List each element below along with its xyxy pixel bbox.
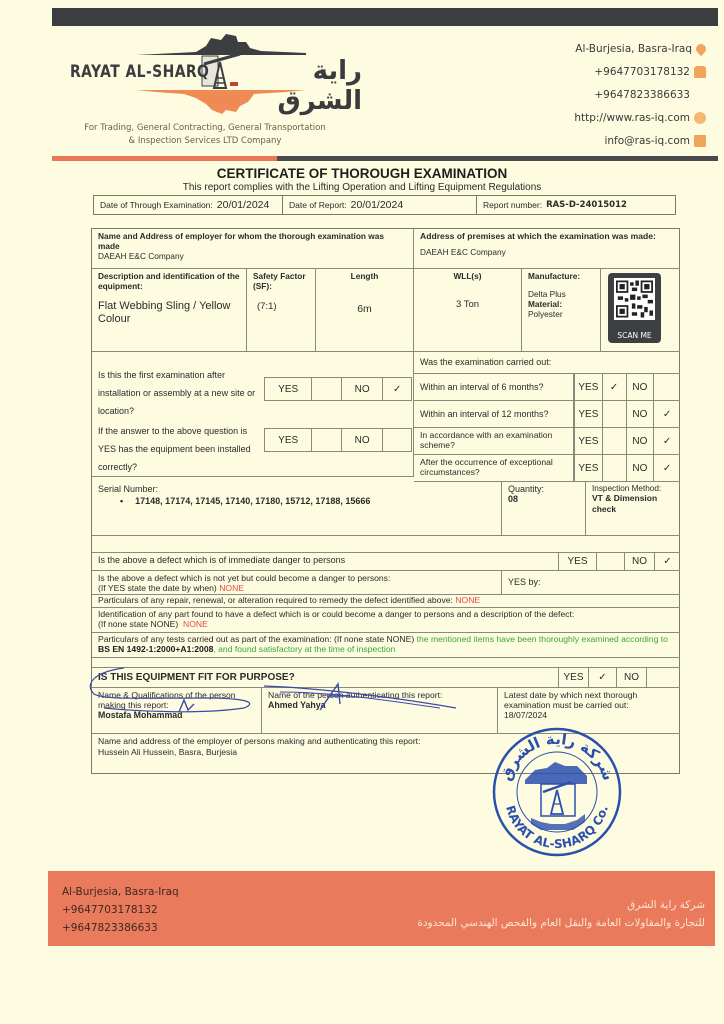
repair-question: Particulars of any repair, renewal, or alteration required to remedy the defect identified above: (98, 595, 453, 605)
manufacture-cell (522, 269, 601, 352)
no-checkbox[interactable]: ✓ (662, 435, 672, 447)
yes-label: YES (559, 668, 589, 687)
svg-text:شركة راية الشرق: شركة راية الشرق (496, 729, 618, 783)
wll-value: 3 Ton (455, 299, 480, 310)
contact-website[interactable] (574, 106, 706, 129)
yes-label: YES (575, 401, 603, 427)
tests-standard: BS EN 1492-1:2000+A1:2008 (98, 644, 214, 654)
manufacture-value: Delta Plus (528, 289, 566, 299)
qr-code[interactable] (608, 273, 661, 343)
phone-text: +9647703178132 (594, 65, 690, 78)
employer-of-persons-label: Name and address of the employer of persons making and authenticating this report: (98, 736, 421, 746)
footer-banner (48, 871, 715, 946)
footer-company-desc-ar: للتجارة والمقاولات العامة والنقل العام والفحص الهندسي المحدودة (417, 917, 705, 929)
website-link[interactable]: http://www.ras-iq.com (574, 111, 690, 124)
yes-checkbox[interactable] (603, 455, 627, 481)
premises-value: DAEAH E&C Company (420, 247, 506, 257)
first-exam-yes-no (264, 377, 412, 401)
next-exam-label: Latest date by which next thorough examination must be carried out: (504, 690, 638, 710)
first-exam-question: Is this the first examination after installation or assembly at a new site or location? (98, 370, 256, 416)
yes-checkbox[interactable] (597, 553, 625, 570)
contact-phone-1 (574, 60, 706, 83)
repair-cell (92, 595, 680, 608)
no-checkbox[interactable] (654, 374, 680, 400)
installation-questions-cell (92, 352, 414, 477)
spacer-row-2 (92, 658, 680, 668)
length-value: 6m (357, 303, 372, 315)
material-value: Polyester (528, 309, 563, 319)
method-label: Inspection Method: (592, 484, 662, 493)
serial-cell (92, 482, 502, 536)
quantity-cell (502, 482, 586, 536)
report-date-value: 20/01/2024 (350, 199, 404, 211)
bullet-icon: • (120, 496, 124, 506)
contact-phone-2 (574, 83, 706, 106)
no-checkbox[interactable]: ✓ (662, 408, 672, 420)
identification-hint: (If none state NONE) (98, 619, 179, 629)
no-label: NO (627, 401, 655, 427)
serial-label: Serial Number: (98, 484, 159, 494)
tests-answer-pre: the mentioned items have been thoroughly examined according to (416, 634, 668, 644)
description-value: Flat Webbing Sling / Yellow Colour (98, 300, 231, 325)
next-exam-value: 18/07/2024 (504, 710, 548, 720)
serial-value: 17148, 17174, 17145, 17140, 17180, 15712, 17188, 15666 (135, 496, 371, 506)
method-cell (586, 482, 680, 536)
no-label: NO (625, 553, 655, 570)
qr-label: SCAN ME (617, 331, 652, 340)
yes-checkbox[interactable] (603, 401, 627, 427)
email-link[interactable]: info@ras-iq.com (604, 134, 690, 147)
material-label: Material: (528, 299, 563, 309)
fit-for-purpose-question: IS THIS EQUIPMENT FIT FOR PURPOSE? (98, 672, 295, 683)
tests-cell (92, 633, 680, 658)
carried-out-heading: Was the examination carried out: (420, 357, 552, 367)
no-checkbox[interactable]: ✓ (663, 556, 672, 567)
company-tagline (50, 122, 360, 148)
interval-6-yes-no (574, 374, 680, 401)
footer-phone-1: +9647703178132 (62, 904, 158, 916)
yes-checkbox[interactable]: ✓ (603, 374, 627, 400)
no-label: NO (342, 429, 383, 451)
dates-row (93, 195, 676, 215)
safety-factor-cell (247, 269, 316, 352)
exceptional-cell (414, 455, 574, 482)
yes-checkbox[interactable]: ✓ (589, 668, 617, 687)
no-checkbox[interactable] (383, 429, 411, 451)
mail-icon (694, 135, 706, 147)
yes-by-label: YES by: (508, 577, 541, 587)
tests-answer-post: , and found satisfactory at the time of inspection (213, 644, 396, 654)
brand-name-en: RAYAT AL-SHARQ (70, 62, 210, 82)
yes-checkbox[interactable] (312, 378, 342, 400)
serial-list (98, 496, 495, 506)
footer-company-ar (417, 896, 705, 932)
exam-scheme-yes-no (574, 428, 680, 455)
footer-phone-2: +9647823386633 (62, 922, 158, 934)
footer-contact (62, 883, 179, 937)
manufacture-label: Manufacture: (528, 271, 581, 281)
employer-cell (92, 229, 414, 269)
premises-label: Address of premises at which the examination was made: (420, 231, 656, 241)
yes-checkbox[interactable] (312, 429, 342, 451)
report-number (477, 196, 675, 214)
employer-label: Name and Address of employer for whom the thorough examination was made (98, 231, 384, 251)
identification-cell (92, 608, 680, 633)
brand-name-ar: راية الشرق (277, 56, 362, 116)
exam-date (94, 196, 283, 214)
phone-icon (694, 66, 706, 78)
wll-label: WLL(s) (453, 271, 482, 281)
exam-date-value: 20/01/2024 (216, 199, 270, 211)
description-cell (92, 269, 247, 352)
header-divider (52, 156, 718, 161)
no-label: NO (627, 374, 655, 400)
yes-label: YES (575, 455, 603, 481)
yes-label: YES (265, 378, 312, 400)
certificate-subtitle: This report complies with the Lifting Operation and Lifting Equipment Regulations (182, 182, 542, 193)
location-pin-icon (694, 41, 708, 55)
yes-label: YES (575, 374, 603, 400)
interval-6-cell (414, 374, 574, 401)
company-logo (62, 30, 362, 120)
report-date (283, 196, 477, 214)
length-label: Length (350, 271, 379, 281)
authenticator-value: Ahmed Yahya (268, 700, 326, 710)
maker-label: Name & Qualifications of the person making this report: (98, 690, 236, 710)
certificate-title: CERTIFICATE OF THOROUGH EXAMINATION (216, 166, 508, 181)
length-cell (316, 269, 414, 352)
exam-scheme-cell (414, 428, 574, 455)
footer-company-name-ar: شركة راية الشرق (627, 899, 705, 911)
no-label: NO (342, 378, 383, 400)
carried-out-heading-cell (414, 352, 680, 374)
method-value: VT & Dimension check (592, 493, 658, 514)
no-label: NO (627, 428, 655, 454)
could-become-question: Is the above a defect which is not yet but could become a danger to persons: (98, 573, 391, 583)
exam-scheme-question: In accordance with an examination scheme? (420, 430, 553, 450)
exam-date-label: Date of Through Examination: (100, 200, 213, 210)
description-label: Description and identification of the equipment: (98, 271, 240, 291)
could-become-answer: NONE (219, 583, 245, 593)
stamp-seal-icon (491, 726, 623, 858)
authenticator-label: Name of the person authenticating this report: (268, 690, 443, 700)
immediate-danger-question: Is the above a defect which is of immediate danger to persons (98, 555, 346, 565)
yes-label: YES (265, 429, 312, 451)
no-label: NO (627, 455, 655, 481)
identification-answer: NONE (183, 619, 208, 629)
interval-12-yes-no (574, 401, 680, 428)
could-become-cell (92, 571, 502, 595)
exceptional-question: After the occurrence of exceptional circumstances? (420, 457, 553, 477)
company-stamp (491, 726, 623, 858)
maker-cell (92, 688, 262, 734)
interval-12-question: Within an interval of 12 months? (420, 409, 549, 419)
premises-cell (414, 229, 680, 269)
spacer (694, 89, 706, 101)
safety-factor-label: Safety Factor (SF): (253, 271, 306, 291)
no-label: NO (617, 668, 647, 687)
quantity-label: Quantity: (508, 484, 545, 494)
safety-factor-value: (7:1) (257, 301, 277, 312)
maker-value: Mostafa Mohammad (98, 710, 183, 720)
authenticator-cell (262, 688, 498, 734)
qr-code-icon (614, 278, 655, 320)
spacer-row (92, 536, 680, 553)
interval-6-question: Within an interval of 6 months? (420, 382, 544, 392)
certificate-table (91, 228, 680, 774)
identification-question: Identification of any part found to have a defect which is or could become a danger to persons and a description of the defect: (98, 609, 575, 619)
report-number-value: RAS-D-24015012 (546, 200, 627, 210)
interval-12-cell (414, 401, 574, 428)
fit-for-purpose-yes-no (559, 668, 680, 688)
contact-block (574, 37, 706, 152)
contact-address (574, 37, 706, 60)
yes-label: YES (575, 428, 603, 454)
immediate-danger-cell (92, 553, 559, 571)
address-text: Al-Burjesia, Basra-Iraq (575, 42, 692, 55)
tagline-line-2: & Inspection Services LTD Company (128, 136, 282, 146)
could-become-hint: (If YES state the date by when) (98, 583, 217, 593)
quantity-value: 08 (508, 494, 519, 504)
yes-by-cell (502, 571, 680, 595)
footer-address: Al-Burjesia, Basra-Iraq (62, 886, 179, 898)
installed-question: If the answer to the above question is YES has the equipment been installed correctly? (98, 426, 251, 472)
employer-of-persons-value: Hussein Ali Hussein, Basra, Burjesia (98, 747, 237, 757)
fit-for-purpose-cell (92, 668, 559, 688)
immediate-danger-yes-no (559, 553, 680, 571)
installed-yes-no (264, 428, 412, 452)
no-checkbox[interactable]: ✓ (393, 383, 402, 395)
divider-dark (277, 156, 718, 161)
phone-text: +9647823386633 (594, 88, 690, 101)
tests-question: Particulars of any tests carried out as part of the examination: (If none state NONE) (98, 634, 415, 644)
exceptional-yes-no (574, 455, 680, 482)
repair-answer: NONE (455, 595, 481, 605)
report-date-label: Date of Report: (289, 200, 347, 210)
globe-icon (694, 112, 706, 124)
no-checkbox[interactable]: ✓ (662, 462, 672, 474)
report-number-label: Report number: (483, 200, 543, 210)
tagline-line-1: For Trading, General Contracting, General Transportation (84, 123, 326, 133)
yes-checkbox[interactable] (603, 428, 627, 454)
svg-text:RAYAT AL-SHARQ Co.: RAYAT AL-SHARQ Co. (503, 803, 611, 852)
yes-label: YES (559, 553, 597, 570)
divider-orange (52, 156, 277, 161)
header-dark-bar (52, 8, 718, 26)
wll-cell (414, 269, 522, 352)
employer-value: DAEAH E&C Company (98, 251, 184, 261)
no-checkbox[interactable] (647, 668, 680, 687)
contact-email[interactable] (574, 129, 706, 152)
